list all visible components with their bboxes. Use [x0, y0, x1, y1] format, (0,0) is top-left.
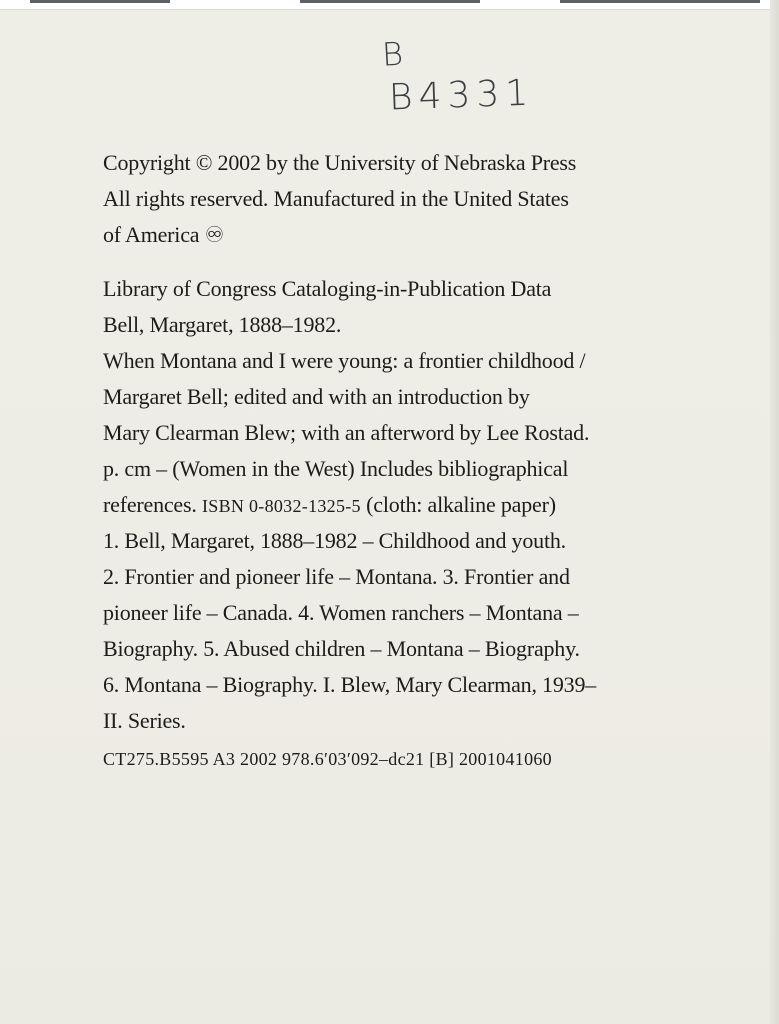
cip-subject-line: 6. Montana – Biography. I. Blew, Mary Clearman, 1939– [103, 672, 597, 697]
isbn: ISBN 0-8032-1325-5 [201, 496, 361, 516]
cip-series-note: p. cm – (Women in the West) Includes bibliographical [103, 456, 569, 481]
cip-isbn-line [103, 487, 596, 523]
right-page-edge [770, 0, 779, 1024]
handwritten-note-line-1: B [381, 34, 410, 74]
copyright-line: Copyright © 2002 by the University of Nebraska Press [103, 150, 577, 175]
cip-subject-line: 1. Bell, Margaret, 1888–1982 – Childhood and youth. [103, 528, 566, 553]
rights-line: All rights reserved. Manufactured in the United States [103, 186, 569, 211]
top-edge-shadow [560, 0, 760, 3]
cip-title-line: Mary Clearman Blew; with an afterword by Lee Rostad. [103, 420, 590, 445]
copyright-block [103, 145, 576, 253]
top-page-edge [0, 0, 779, 10]
cip-subject-line: pioneer life – Canada. 4. Women ranchers – Montana – [103, 600, 579, 625]
cip-author: Bell, Margaret, 1888–1982. [103, 312, 342, 337]
cip-subject-line: Biography. 5. Abused children – Montana – Biography. [103, 636, 580, 661]
top-edge-shadow [30, 0, 170, 3]
cip-title-line: Margaret Bell; edited and with an introduction by [103, 384, 530, 409]
cip-subject-line: II. Series. [103, 708, 186, 733]
call-number: CT275.B5595 A3 2002 978.6′03′092–dc21 [B] 2001041060 [103, 749, 552, 769]
country-line: of America ♾ [103, 222, 225, 247]
binding: (cloth: alkaline paper) [360, 492, 556, 517]
cip-subject-line: 2. Frontier and pioneer life – Montana. 3. Frontier and [103, 564, 570, 589]
top-edge-shadow [300, 0, 480, 3]
cip-heading: Library of Congress Cataloging-in-Publication Data [103, 276, 552, 301]
cip-title-line: When Montana and I were young: a frontier childhood / [103, 348, 586, 373]
references-prefix: references. [103, 492, 202, 517]
handwritten-note-line-2: B4331 [388, 72, 535, 119]
cip-block [103, 271, 596, 777]
